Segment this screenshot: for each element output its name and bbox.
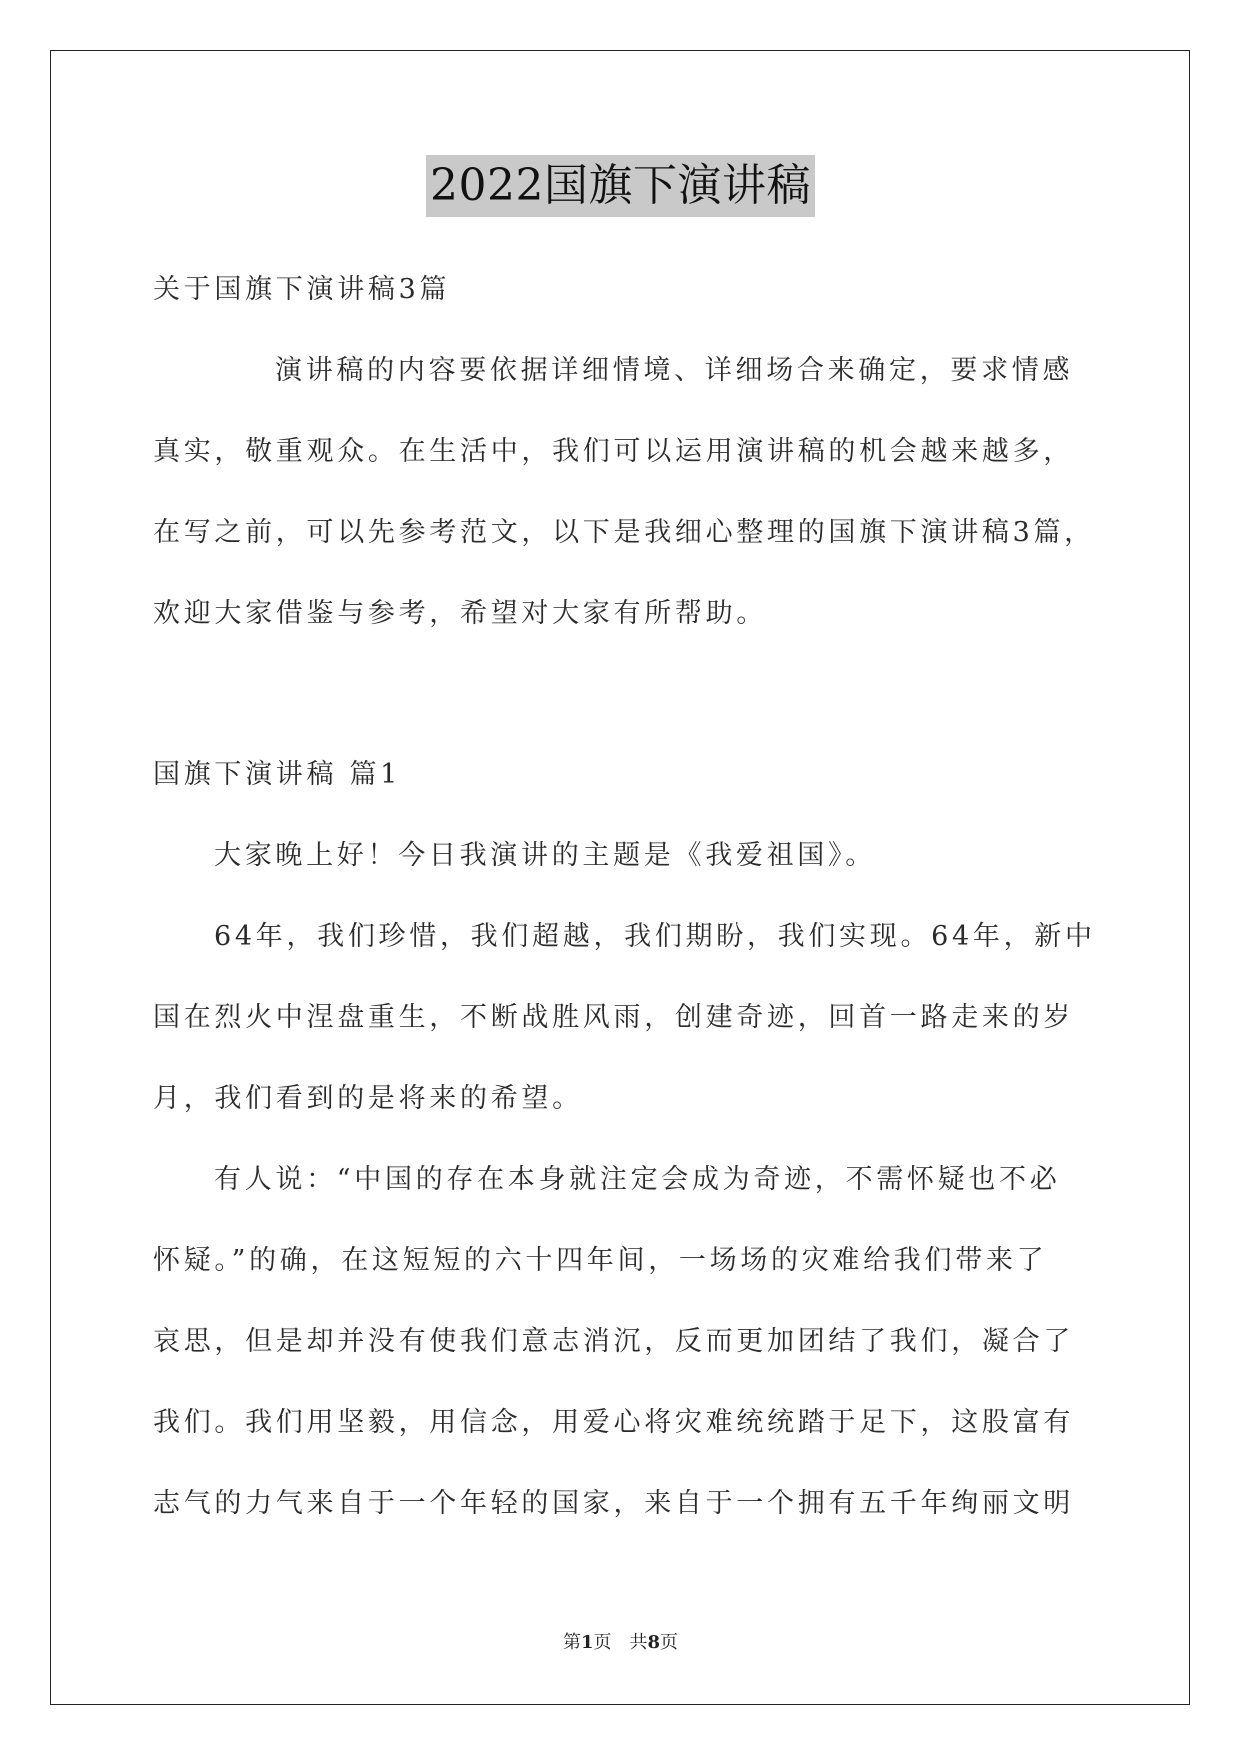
paragraph-line: 怀疑。”的确，在这短短的六十四年间，一场场的灾难给我们带来了 (153, 1245, 1048, 1276)
footer-page-total: 8 (647, 1632, 661, 1653)
paragraph-line: 欢迎大家借鉴与参考，希望对大家有所帮助。 (153, 598, 767, 629)
paragraph-line: 志气的力气来自于一个年轻的国家，来自于一个拥有五千年绚丽文明 (153, 1488, 1074, 1519)
footer-page-current: 1 (580, 1632, 594, 1653)
paragraph-line: 有人说：“中国的存在本身就注定会成为奇迹，不需怀疑也不必 (214, 1164, 1061, 1195)
paragraph-line: 国在烈火中涅盘重生，不断战胜风雨，创建奇迹，回首一路走来的岁 (153, 1002, 1074, 1033)
paragraph-line: 哀思，但是却并没有使我们意志消沉，反而更加团结了我们，凝合了 (153, 1326, 1074, 1357)
footer-page-prefix: 第 (562, 1632, 581, 1653)
paragraph-line: 64年，我们珍惜，我们超越，我们期盼，我们实现。64年，新中 (214, 921, 1096, 952)
subtitle: 关于国旗下演讲稿3篇 (153, 274, 451, 305)
title-container (0, 155, 1241, 217)
paragraph-line: 在写之前，可以先参考范文，以下是我细心整理的国旗下演讲稿3篇， (153, 517, 1095, 548)
footer-page-mid: 页 共 (593, 1632, 648, 1653)
paragraph-line: 我们。我们用坚毅，用信念，用爱心将灾难统统踏于足下，这股富有 (153, 1407, 1074, 1438)
paragraph-line: 月，我们看到的是将来的希望。 (153, 1083, 583, 1114)
footer-page-suffix: 页 (660, 1632, 679, 1653)
page-footer (0, 1628, 1241, 1654)
paragraph-line: 大家晚上好！今日我演讲的主题是《我爱祖国》。 (214, 840, 876, 871)
document-title: 2022国旗下演讲稿 (426, 155, 815, 217)
section-heading: 国旗下演讲稿 篇1 (153, 759, 402, 790)
paragraph-line: 演讲稿的内容要依据详细情境、详细场合来确定，要求情感 (275, 355, 1074, 386)
paragraph-line: 真实，敬重观众。在生活中，我们可以运用演讲稿的机会越来越多， (153, 436, 1074, 467)
